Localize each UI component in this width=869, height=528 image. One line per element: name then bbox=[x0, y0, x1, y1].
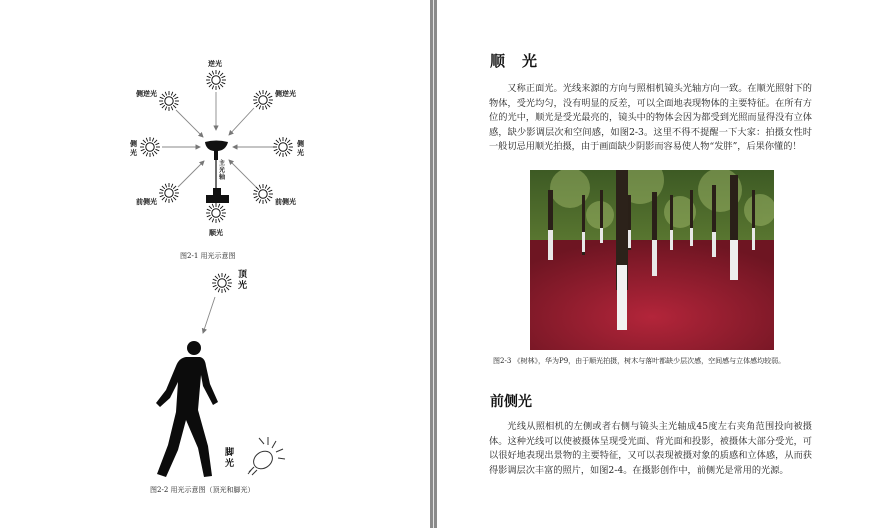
label-front-side-left: 前侧光 bbox=[136, 197, 157, 206]
figure-caption-2-3: 图2-3 《树林》，华为P9，由于顺光拍摄，树木与落叶都缺少层次感，空间感与立体感均较弱。 bbox=[493, 357, 786, 365]
section-title-front-light: 顺 光 bbox=[490, 52, 539, 70]
sun-icon-top-left bbox=[159, 91, 179, 111]
person-silhouette bbox=[156, 341, 218, 477]
label-top-light: 顶光 bbox=[238, 270, 248, 291]
sun-icon-bottom-right bbox=[253, 184, 273, 204]
label-main-axis: 主光轴 bbox=[219, 160, 226, 181]
label-sidelight-right: 侧光 bbox=[297, 139, 304, 157]
page-gutter bbox=[430, 0, 437, 528]
sun-icon-right bbox=[273, 137, 293, 157]
sun-icon-bottom bbox=[206, 203, 226, 223]
section-title-front-side-light: 前侧光 bbox=[490, 394, 532, 410]
forest-photo bbox=[530, 170, 774, 350]
label-backlight: 逆光 bbox=[208, 59, 222, 68]
label-side-backlight-right: 侧逆光 bbox=[275, 89, 296, 98]
section-body-front-side-light: 光线从照相机的左侧或者右侧与镜头主光轴成45度左右夹角范围投向被摄体。这种光线可以使被摄体呈现受光面、背光面和投影，被摄体大部分受光，可以很好地表现出景物的主要特征，又可以表现被摄对象的质感和立体感，从而获得影调层次丰富的照片，如图2-4。在摄影创作中，前侧光是常用的光源。 bbox=[489, 421, 812, 476]
label-foot-light: 脚光 bbox=[225, 448, 235, 469]
sun-icon-top bbox=[206, 70, 226, 90]
section-body-front-light: 又称正面光。光线来源的方向与照相机镜头光轴方向一致。在顺光照射下的物体，受光均匀，没有明显的反差，可以全面地表现物体的主要特征。在所有方位的光中，顺光是受光最亮的，镜头中的物体会因为都受到光照而显得没有立体感，缺少影调层次和空间感，如图2-3。这里不得不提醒一下大家：拍摄女性时一般切忌用顺光拍摄，由于画面缺少阴影而容易使人物“发胖”，后果你懂的！ bbox=[489, 83, 812, 153]
lightbulb-icon bbox=[248, 437, 285, 475]
label-sidelight-left: 侧光 bbox=[130, 139, 137, 157]
sun-icon-left bbox=[140, 137, 160, 157]
label-side-backlight-left: 侧逆光 bbox=[136, 89, 157, 98]
camera-icon bbox=[206, 188, 229, 203]
figure-caption-2-1: 图2-1 用光示意图 bbox=[180, 252, 236, 260]
sun-icon-bottom-left bbox=[159, 183, 179, 203]
label-front-side-right: 前侧光 bbox=[275, 197, 296, 206]
subject-icon bbox=[205, 141, 228, 161]
sun-icon-top-right bbox=[253, 90, 273, 110]
figure-caption-2-2: 图2-2 用光示意图（顶光和脚光） bbox=[150, 486, 255, 494]
label-frontlight: 顺光 bbox=[209, 228, 223, 237]
top-light-sun-icon bbox=[212, 273, 232, 293]
